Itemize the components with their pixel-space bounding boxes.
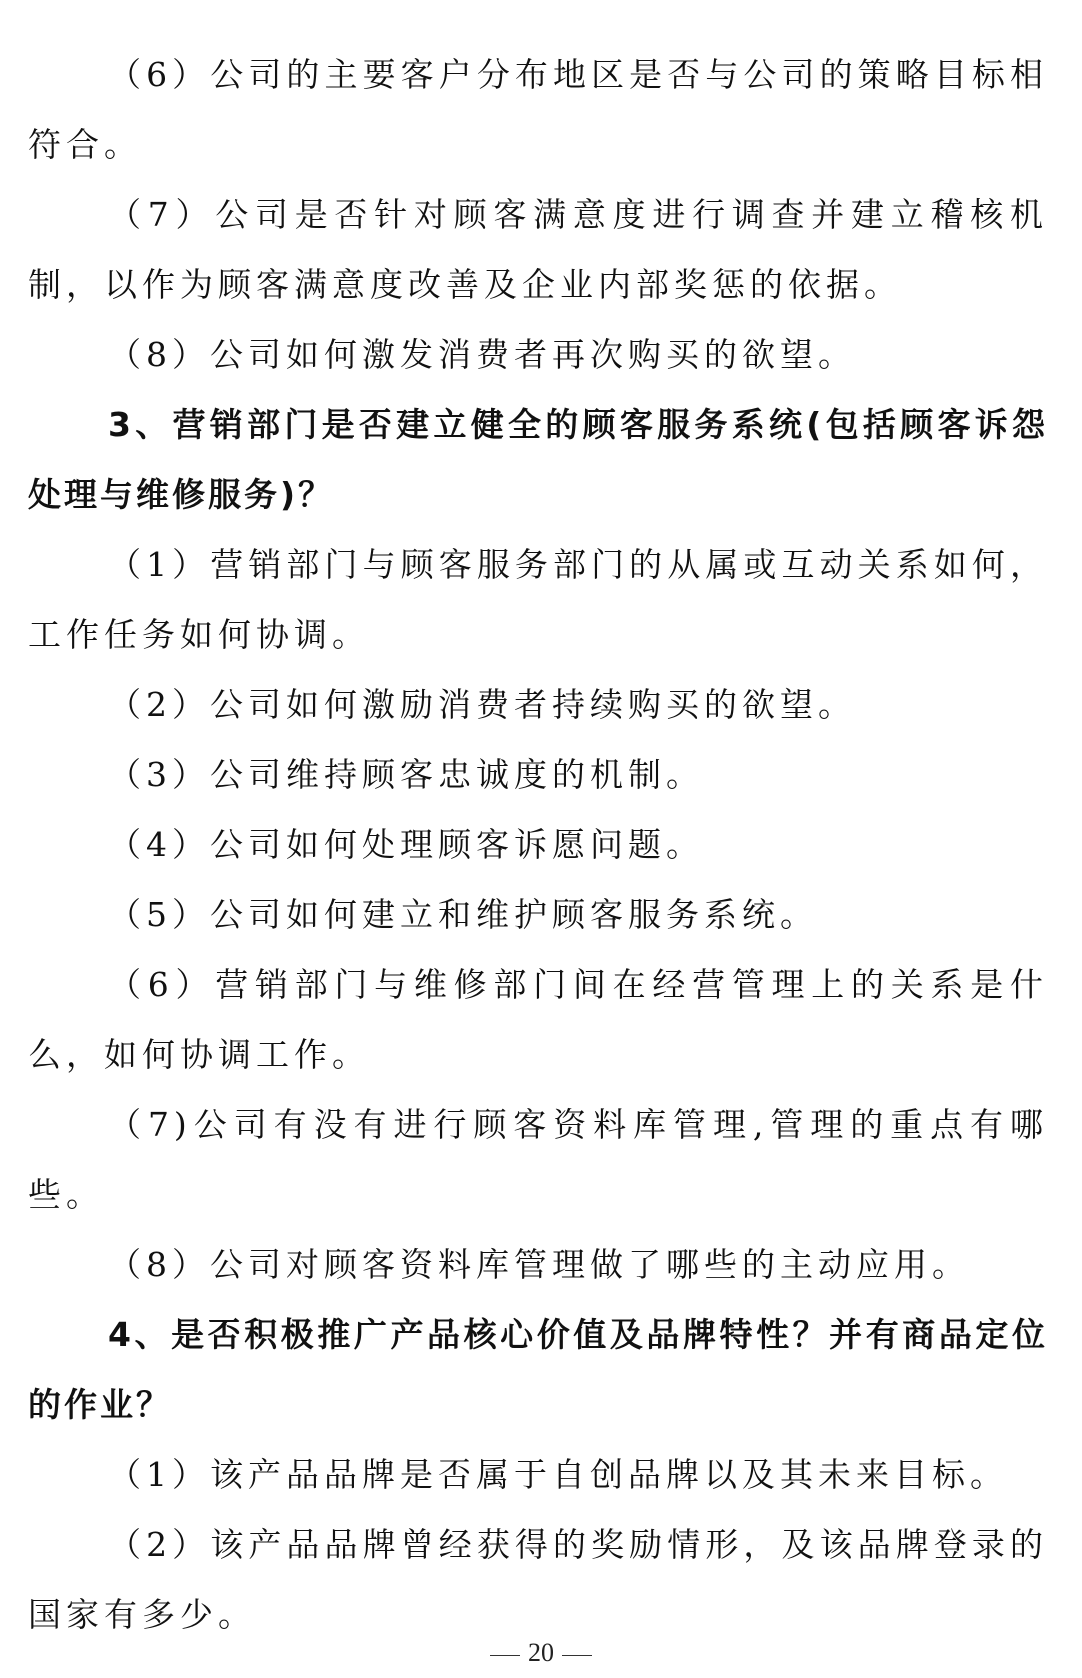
- section-3-item-7: （7)公司有没有进行顾客资料库管理,管理的重点有哪些。: [28, 1105, 1048, 1214]
- dash-left: [490, 1655, 520, 1656]
- section-3-item-2: （2）公司如何激励消费者持续购买的欲望。: [108, 685, 856, 724]
- section-3-heading: 3、营销部门是否建立健全的顾客服务系统(包括顾客诉怨处理与维修服务)？: [28, 405, 1048, 514]
- section-4-heading: 4、是否积极推广产品核心价值及品牌特性？并有商品定位的作业？: [28, 1315, 1048, 1424]
- section-3-item-1: （1）营销部门与顾客服务部门的从属或互动关系如何，工作任务如何协调。: [28, 545, 1048, 654]
- section-4-item-1: （1）该产品品牌是否属于自创品牌以及其未来目标。: [108, 1455, 1008, 1494]
- document-page: [28, 40, 1048, 1650]
- item-8-repurchase-desire: （8）公司如何激发消费者再次购买的欲望。: [108, 335, 856, 374]
- section-3-item-4: （4）公司如何处理顾客诉愿问题。: [108, 825, 704, 864]
- section-3-item-5: （5）公司如何建立和维护顾客服务系统。: [108, 895, 818, 934]
- dash-right: [562, 1655, 592, 1656]
- section-3-item-6: （6）营销部门与维修部门间在经营管理上的关系是什么，如何协调工作。: [28, 965, 1048, 1074]
- section-3-item-8: （8）公司对顾客资料库管理做了哪些的主动应用。: [108, 1245, 970, 1284]
- section-3-item-3: （3）公司维持顾客忠诚度的机制。: [108, 755, 704, 794]
- page-number-footer: [0, 1638, 1082, 1668]
- section-4-item-2: （2）该产品品牌曾经获得的奖励情形，及该品牌登录的国家有多少。: [28, 1525, 1048, 1634]
- page-number: 20: [528, 1638, 554, 1667]
- item-6-customer-region: （6）公司的主要客户分布地区是否与公司的策略目标相符合。: [28, 55, 1048, 164]
- item-7-satisfaction-survey: （7）公司是否针对顾客满意度进行调查并建立稽核机制，以作为顾客满意度改善及企业内部奖惩的依据。: [28, 195, 1048, 304]
